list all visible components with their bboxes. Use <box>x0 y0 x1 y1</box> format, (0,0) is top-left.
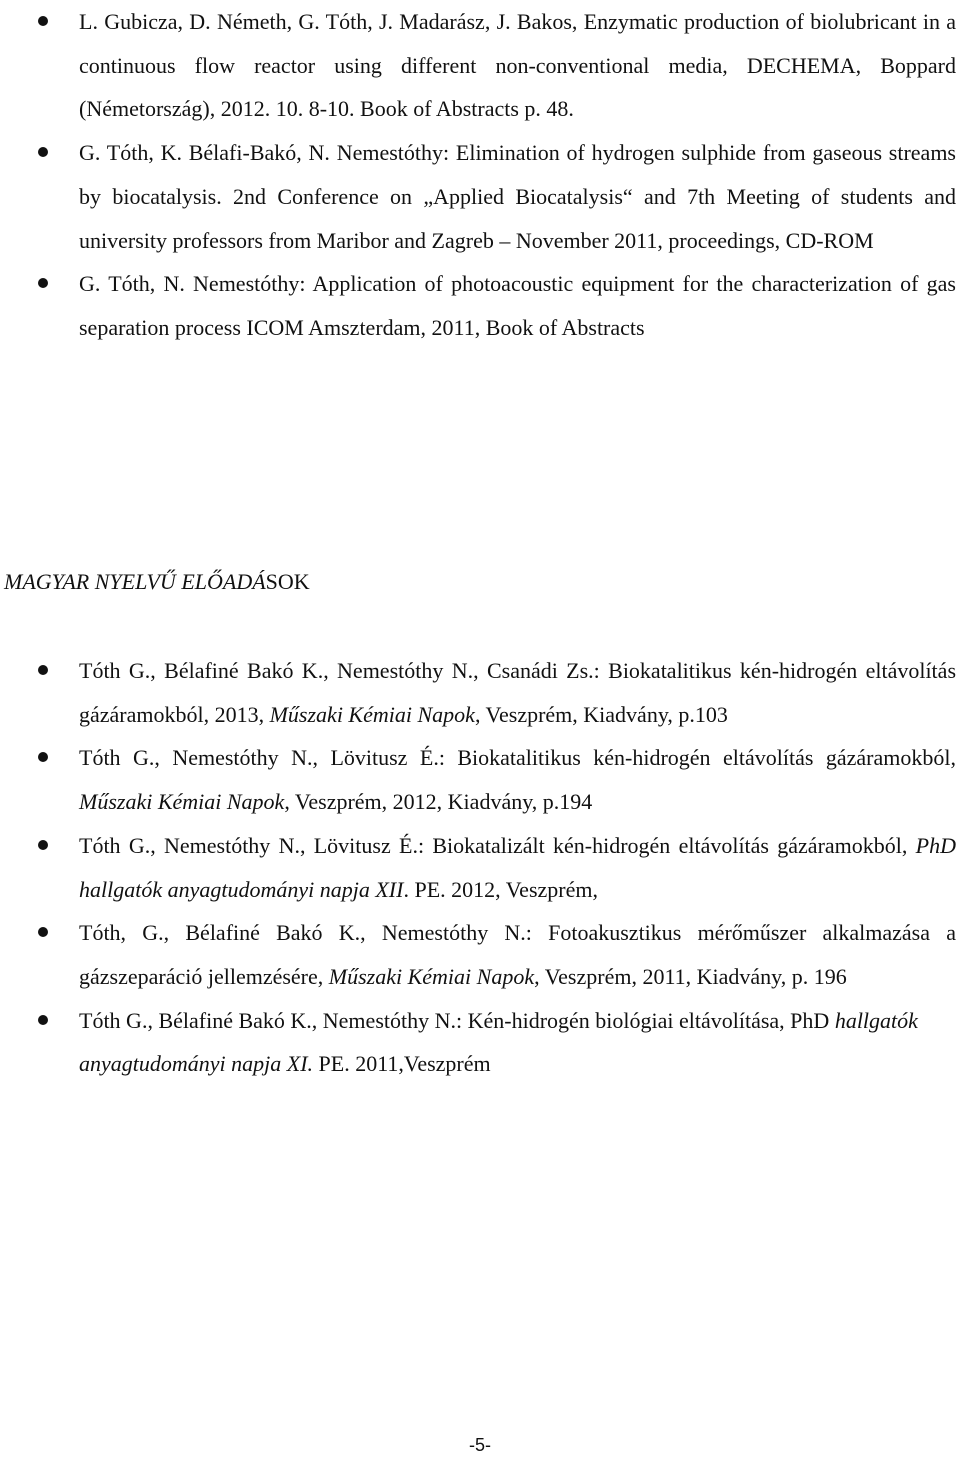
bullet-icon <box>38 16 48 26</box>
reference-text: Tóth G., Bélafiné Bakó K., Nemestóthy N., Csanádi Zs.: Biokatalitikus kén-hidrogén eltávolítás gázáramokból, 2013, <box>79 658 956 727</box>
reference-text: Tóth G., Bélafiné Bakó K., Nemestóthy N.: Kén-hidrogén biológiai eltávolítása, PhD <box>79 1007 835 1033</box>
bullet-icon <box>38 1015 48 1025</box>
reference-item <box>0 999 960 1086</box>
section-heading-regular: SOK <box>265 569 310 594</box>
reference-item <box>0 131 960 262</box>
venue-title: PhD hallgatók anyagtudományi napja XII <box>79 832 956 902</box>
reference-item <box>0 0 960 131</box>
bullet-icon <box>38 927 48 937</box>
reference-item <box>0 649 960 736</box>
reference-text: , Veszprém, 2011, Kiadvány, p. 196 <box>534 963 847 989</box>
reference-item <box>0 911 960 998</box>
bullet-icon <box>38 278 48 288</box>
section-heading-italic: MAGYAR NYELVŰ ELŐADÁ <box>4 569 266 594</box>
bullet-icon <box>38 147 48 157</box>
english-reference-list <box>0 0 960 350</box>
section-heading <box>4 564 310 600</box>
bullet-icon <box>38 665 48 675</box>
reference-item <box>0 824 960 911</box>
venue-title: Műszaki Kémiai Napok <box>79 789 285 815</box>
bullet-icon <box>38 752 48 762</box>
reference-text: . PE. 2012, Veszprém, <box>403 876 598 902</box>
reference-text: Tóth, G., Bélafiné Bakó K., Nemestóthy N.: Fotoakusztikus mérőműszer alkalmazása a gázszeparáció jellemzésére, <box>79 920 956 989</box>
bullet-icon <box>38 840 48 850</box>
reference-text: , Veszprém, Kiadvány, p.103 <box>474 701 728 727</box>
reference-text: L. Gubicza, D. Németh, G. Tóth, J. Madarász, J. Bakos, Enzymatic production of biolubricant in a continuous flow reactor using different non-conventional media, DECHEMA, Boppard (Németország), 2012. 10. 8-10. Book of Abstracts p. 48. <box>79 9 956 122</box>
reference-text: G. Tóth, K. Bélafi-Bakó, N. Nemestóthy: Elimination of hydrogen sulphide from gaseous streams by biocatalysis. 2nd Conference on „Applied Biocatalysis“ and 7th Meeting of students and university professors from Maribor and Zagreb – November 2011, proceedings, CD-ROM <box>79 140 956 253</box>
reference-item <box>0 262 960 349</box>
venue-title: Műszaki Kémiai Napok <box>269 701 475 727</box>
reference-item <box>0 736 960 823</box>
hungarian-reference-list <box>0 649 960 1086</box>
page-number: -5- <box>469 1435 491 1455</box>
reference-text: Tóth G., Nemestóthy N., Lövitusz É.: Biokatalizált kén-hidrogén eltávolítás gázáramokból, <box>79 832 916 858</box>
reference-text: PE. 2011,Veszprém <box>313 1051 491 1077</box>
reference-text: Tóth G., Nemestóthy N., Lövitusz É.: Biokatalitikus kén-hidrogén eltávolítás gázáramokból, <box>79 745 956 771</box>
venue-title: hallgatók anyagtudományi napja XI. <box>79 1007 918 1077</box>
reference-text: , Veszprém, 2012, Kiadvány, p.194 <box>284 789 593 815</box>
reference-text: G. Tóth, N. Nemestóthy: Application of photoacoustic equipment for the characterization of gas separation process ICOM Amszterdam, 2011, Book of Abstracts <box>79 271 956 340</box>
venue-title: Műszaki Kémiai Napok <box>328 963 535 989</box>
